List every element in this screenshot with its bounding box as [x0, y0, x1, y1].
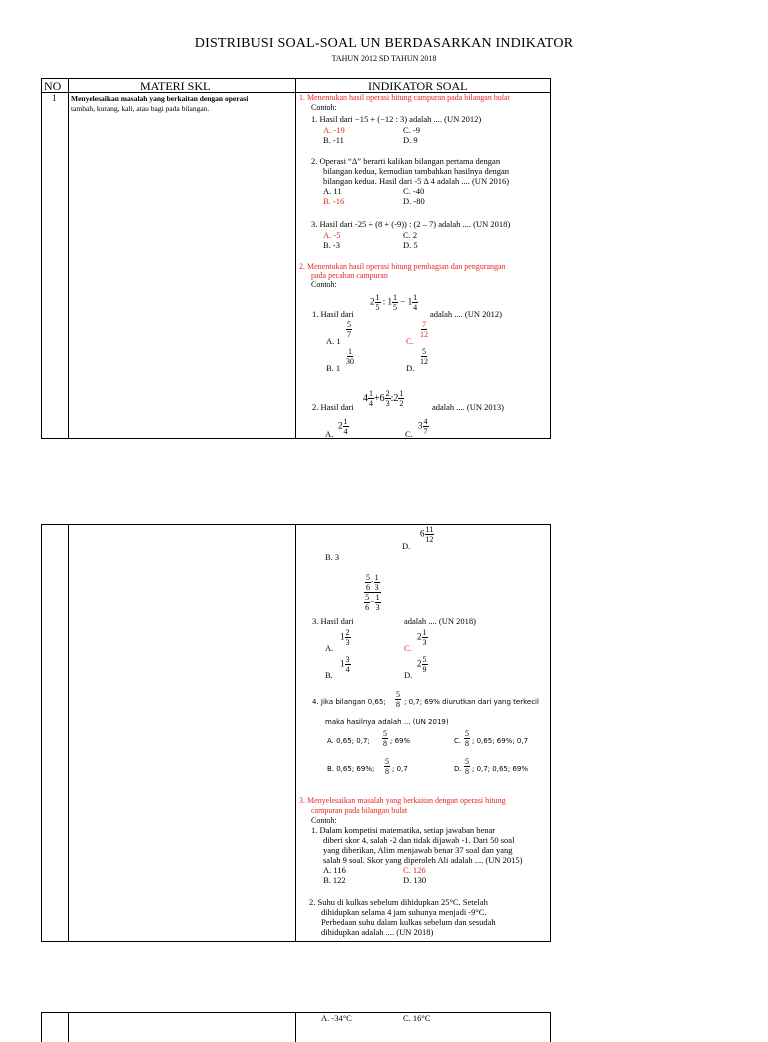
mixed-fraction-answer: 2 $\frac{5}{9}$ — [417, 655, 427, 674]
option-d-prefix: D. — [454, 765, 462, 773]
option-d: D. — [406, 363, 415, 373]
document-title: DISTRIBUSI SOAL-SOAL UN BERDASARKAN INDIKATOR — [194, 36, 574, 51]
mixed-fraction-answer: 6 $\frac{11}{12}$ — [420, 525, 434, 544]
fraction: $\frac{5}{8}$ — [396, 690, 400, 709]
question-2-4-line1b: ; 0,7; 69% diurutkan dari yang terkecil — [404, 698, 539, 706]
option-c-suffix: ; 0,65; 69%; 0,7 — [472, 737, 529, 745]
question-2-2-prefix: 2. Hasil dari — [312, 402, 354, 412]
fraction: $\frac{5}{8}$ — [383, 729, 387, 748]
indikator-3-title-line2: campuran pada bilangan bulat — [311, 806, 408, 815]
option-a: A. 1 — [326, 336, 341, 346]
option-d: D. 130 — [403, 875, 427, 885]
question-1-2-line2: bilangan kedua, kemudian tambahkan hasilnya dengan — [323, 166, 509, 176]
option-c: C. -40 — [403, 186, 425, 196]
option-a-prefix: A. 0,65; 0,7; — [327, 737, 370, 745]
option-c: C. — [404, 643, 412, 653]
question-1-2-line1: 2. Operasi “Δ” berarti kalikan bilangan pertama dengan — [311, 156, 501, 166]
mixed-fraction-answer: 1 $\frac{3}{4}$ — [340, 655, 350, 674]
option-a: A. 116 — [323, 865, 346, 875]
option-b: B. 1 — [326, 363, 341, 373]
option-c: C. — [405, 429, 413, 439]
option-c: C. -9 — [403, 125, 420, 135]
mixed-fraction-answer: 2 $\frac{1}{3}$ — [417, 628, 427, 647]
fraction: $\frac{1}{30}$ — [346, 347, 354, 366]
option-b: B. -11 — [323, 135, 344, 145]
contoh-label: Contoh: — [311, 103, 337, 112]
option-c: C. 2 — [403, 230, 418, 240]
option-a: A. -34°C — [321, 1013, 352, 1023]
indikator-1-title: 1. Menentukan hasil operasi hitung campuran pada bilangan bulat — [299, 93, 510, 102]
row-number: 1 — [52, 93, 57, 103]
option-b: B. -16 — [323, 196, 345, 206]
materi-text-line2: tambah, kurang, kali, atau bagi pada bilangan. — [71, 104, 210, 113]
option-a: A. — [325, 429, 334, 439]
option-b-suffix: ; 0,7 — [392, 765, 408, 773]
fraction: $\frac{5}{8}$ — [465, 757, 469, 776]
question-1-3: 3. Hasil dari -25 ÷ (8 + (-9)) : (2 – 7) adalah .... (UN 2018) — [311, 219, 511, 229]
fraction: $\frac{5}{7}$ — [347, 320, 351, 339]
mixed-fraction-answer: 2 $\frac{1}{4}$ — [338, 417, 348, 436]
option-d: D. — [402, 541, 411, 551]
question-3-1-line4: salah 9 soal. Skor yang diperoleh Ali adalah .... (UN 2015) — [323, 855, 523, 865]
col-header-indikator: INDIKATOR SOAL — [368, 79, 468, 93]
fraction: $\frac{5}{8}$ — [385, 757, 389, 776]
question-3-2-line1: 2. Suhu di kulkas sebelum dihidupkan 25°C. Setelah — [309, 897, 488, 907]
col-header-no: NO — [44, 79, 62, 93]
mixed-fraction-answer: 1 $\frac{2}{3}$ — [340, 628, 350, 647]
option-c: C. 126 — [403, 865, 426, 875]
option-a: A. -19 — [323, 125, 345, 135]
option-c-prefix: C. — [454, 737, 462, 745]
col-header-materi: MATERI SKL — [140, 79, 211, 93]
option-a: A. 11 — [323, 186, 342, 196]
option-c: C. 16°C — [403, 1013, 431, 1023]
table-page-1 — [41, 78, 551, 439]
fraction: $\frac{7}{12}$ — [420, 320, 428, 339]
question-1-1: 1. Hasil dari −15 + (−12 : 3) adalah .... (UN 2012) — [311, 114, 482, 124]
indikator-2-title-line2: pada pecahan campuran — [311, 271, 388, 280]
question-3-1-line3: yang diberikan, Alim menjawab benar 37 soal dan yang — [323, 845, 513, 855]
mixed-fraction-expression: 2 $\frac{1}{5}$ : 1 $\frac{1}{5}$ − 1 $\frac{1}{4}$ — [370, 293, 418, 312]
table-page-3 — [41, 1012, 551, 1042]
fraction: $\frac{5}{12}$ — [420, 347, 428, 366]
complex-fraction: $\frac{5}{6}$ · $\frac{1}{3}$ $\frac{5}{6}$ − $\frac{1}{3}$ — [365, 573, 380, 612]
option-a-suffix: ; 69% — [390, 737, 411, 745]
option-a: A. — [325, 643, 334, 653]
table-page-2 — [41, 524, 551, 942]
mixed-fraction-answer: 3 $\frac{4}{7}$ — [418, 417, 428, 436]
question-2-3-suffix: adalah .... (UN 2018) — [404, 616, 476, 626]
option-d: D. -80 — [403, 196, 425, 206]
option-d: D. — [404, 670, 413, 680]
option-b-prefix: B. 0,65; 69%; — [327, 765, 375, 773]
question-3-2-line2: dihidupkan selama 4 jam suhunya menjadi -9°C. — [321, 907, 487, 917]
option-b: B. 122 — [323, 875, 346, 885]
question-3-1-line2: diberi skor 4, salah -2 dan tidak dijawab -1. Dari 50 soal — [323, 835, 515, 845]
document-subtitle: TAHUN 2012 SD TAHUN 2018 — [331, 54, 437, 63]
contoh-label: Contoh: — [311, 280, 337, 289]
contoh-label: Contoh: — [311, 816, 337, 825]
question-3-1-line1: 1. Dalam kompetisi matematika, setiap jawaban benar — [311, 825, 496, 835]
option-d: D. 5 — [403, 240, 418, 250]
question-2-4-line2: maka hasilnya adalah ... (UN 2019) — [325, 718, 449, 726]
option-b: B. — [325, 670, 333, 680]
option-b: B. 3 — [325, 552, 340, 562]
question-2-2-suffix: adalah .... (UN 2013) — [432, 402, 504, 412]
indikator-3-title-line1: 3. Menyelesaikan masalah yang berkaitan dengan operasi hitung — [299, 796, 506, 805]
question-2-1-suffix: adalah .... (UN 2012) — [430, 309, 502, 319]
question-2-3-prefix: 3. Hasil dari — [312, 616, 354, 626]
question-3-2-line3: Perbedaan suhu dalam kulkas sebelum dan sesudah — [321, 917, 496, 927]
mixed-fraction-expression: 4 $\frac{1}{4}$ +6 $\frac{2}{3}$ :2 $\frac{1}{2}$ — [363, 389, 404, 408]
question-2-4-line1a: 4. Jika bilangan 0,65; — [312, 698, 386, 706]
question-1-2-line3: bilangan kedua. Hasil dari -5 Δ 4 adalah .... (UN 2016) — [323, 176, 510, 186]
fraction: $\frac{5}{8}$ — [465, 729, 469, 748]
materi-text-line1: Menyelesaikan masalah yang berkaitan dengan operasi — [71, 94, 249, 103]
option-d: D. 9 — [403, 135, 418, 145]
indikator-2-title-line1: 2. Menentukan hasil operasi hitung pembagian dan pengurangan — [299, 262, 506, 271]
option-b: B. -3 — [323, 240, 340, 250]
option-d-suffix: ; 0,7; 0,65; 69% — [472, 765, 529, 773]
option-a: A. -5 — [323, 230, 341, 240]
option-c: C. — [406, 336, 414, 346]
question-2-1-prefix: 1. Hasil dari — [312, 309, 354, 319]
question-3-2-line4: dihidupkan adalah .... (UN 2018) — [321, 927, 434, 937]
